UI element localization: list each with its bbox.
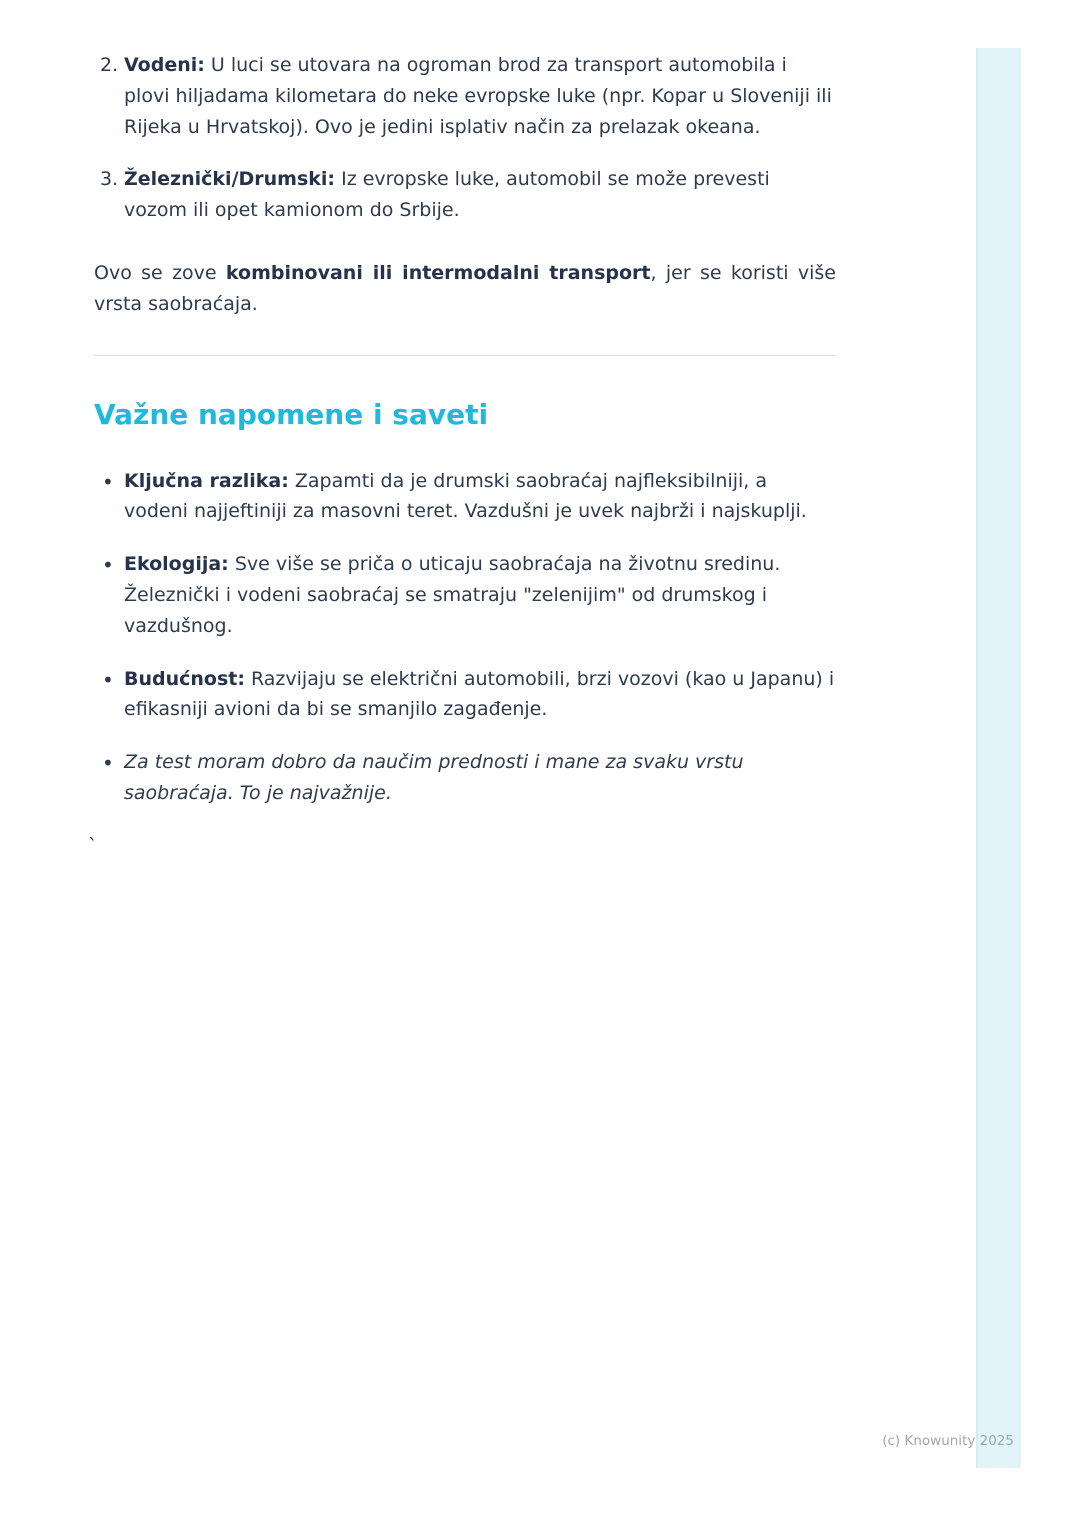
bullet-text xyxy=(124,664,836,726)
bullet-lead: Ključna razlika: xyxy=(124,469,289,492)
paragraph-post: , jer se koristi više vrsta saobraćaja. xyxy=(94,261,836,315)
bullet-body: Zapamti da je drumski saobraćaj najfleksibilniji, a vodeni najjeftiniji za masovni teret. Vazdušni je uvek najbrži i najskuplji. xyxy=(124,469,807,523)
list-item-lead: Železnički/Drumski: xyxy=(124,168,336,191)
stray-character: ` xyxy=(88,834,98,857)
bullet-marker: • xyxy=(102,469,114,494)
bullet-text xyxy=(124,549,836,641)
bullet-marker: • xyxy=(102,751,114,776)
bullet-item xyxy=(94,747,836,809)
list-item-body: U luci se utovara na ogroman brod za transport automobila i plovi hiljadama kilometara do neke evropske luke (npr. Kopar u Sloveniji ili Rijeka u Hrvatskoj). Ovo je jedini isplativ način za prelazak okeana. xyxy=(124,54,832,138)
bullet-lead: Budućnost: xyxy=(124,667,245,690)
section-divider xyxy=(94,355,836,356)
bullet-body: Razvijaju se električni automobili, brzi vozovi (kao u Japanu) i efikasniji avioni da bi se smanjilo zagađenje. xyxy=(124,667,835,721)
summary-paragraph xyxy=(94,258,836,320)
paragraph-pre: Ovo se zove xyxy=(94,261,226,284)
section-heading: Važne napomene i saveti xyxy=(94,398,489,432)
paragraph-bold: kombinovani ili intermodalni transport xyxy=(225,261,651,284)
bullet-text xyxy=(124,747,836,809)
copyright-footer: (c) Knowunity 2025 xyxy=(882,1433,1014,1449)
numbered-item xyxy=(94,50,836,142)
bullet-item xyxy=(94,664,836,726)
numbered-item xyxy=(94,164,836,226)
list-item-text xyxy=(124,164,836,226)
list-item-lead: Vodeni: xyxy=(124,54,205,76)
bullet-body: Za test moram dobro da naučim prednosti i mane za svaku vrstu saobraćaja. To je najvažnije. xyxy=(124,751,744,804)
document-content xyxy=(88,50,836,861)
list-item-text xyxy=(124,50,836,142)
bullet-marker: • xyxy=(102,667,114,692)
bullet-marker: • xyxy=(102,553,114,578)
bullet-item xyxy=(94,549,836,641)
side-strip xyxy=(976,48,1021,1468)
list-number: 3. xyxy=(100,168,119,191)
bullet-item xyxy=(94,466,836,528)
list-item-body: Iz evropske luke, automobil se može prevesti vozom ili opet kamionom do Srbije. xyxy=(124,168,770,222)
list-number: 2. xyxy=(100,54,119,76)
bullet-body: Sve više se priča o uticaju saobraćaja na životnu sredinu. Železnički i vodeni saobraćaj se smatraju "zelenijim" od drumskog i vazdušnog. xyxy=(124,553,781,637)
bullet-lead: Ekologija: xyxy=(124,553,229,576)
bullet-text xyxy=(124,466,836,528)
